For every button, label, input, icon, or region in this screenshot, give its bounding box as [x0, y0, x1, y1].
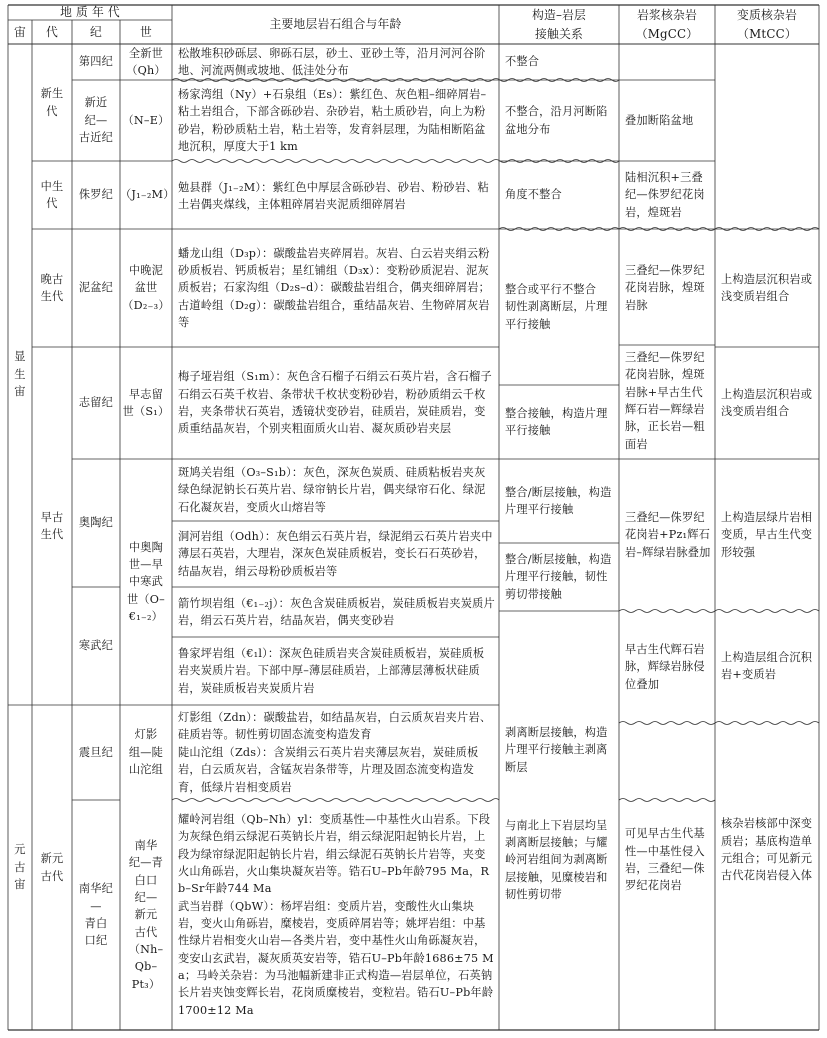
strata-devonian: 蟠龙山组（D₃p）：碳酸盐岩夹碎屑岩。灰岩、白云岩夹绢云粉砂质板岩、钙质板岩；星红铺组（D₃x）：变粉砂质泥岩、泥灰质板岩；石家沟组（D₂s–d）：碳酸盐岩组合，偶夹细碎屑岩；古道岭组（D₂g）：碳酸盐岩组合，重结晶灰岩、生物碎屑灰岩等 — [178, 246, 491, 330]
tectonic-neogene: 不整合，沿月河断陷盆地分布 — [505, 105, 608, 136]
header-era: 代 — [46, 24, 58, 39]
period-cambrian: 寒武纪 — [78, 639, 114, 653]
epoch-j1-2: （J₁₋₂M） — [120, 188, 175, 202]
epoch-o-cambrian: 中奥陶 世—早 中寒武 世（O– €₁₋₂） — [127, 540, 165, 624]
period-silurian: 志留纪 — [78, 396, 114, 410]
eon-phanerozoic: 显 生 宙 — [14, 350, 26, 399]
unconformity-wave — [715, 722, 819, 725]
mgcc-devonian: 三叠纪—侏罗纪花岗岩脉，煌斑岩脉 — [625, 263, 705, 312]
epoch-holocene: 全新世 （Qh） — [126, 46, 166, 77]
tectonic-jurassic: 角度不整合 — [505, 188, 562, 202]
period-devonian: 泥盆纪 — [78, 281, 114, 295]
mgcc-silurian: 三叠纪—侏罗纪花岗岩脉，煌斑岩脉+早古生代辉石岩—辉绿岩脉，正长岩—粗面岩 — [625, 351, 705, 451]
mtcc-silurian: 上构造层沉积岩或浅变质岩组合 — [721, 387, 813, 418]
mgcc-neoproterozoic: 可见早古生代基性—中基性侵入岩，三叠纪—侏罗纪花岗岩 — [625, 827, 705, 893]
period-sinian: 震旦纪 — [78, 745, 114, 759]
strata-jurassic: 勉县群（J₁₋₂M）：紫红色中厚层含砾砂岩、砂岩、粉砂岩、粘土岩偶夹煤线，主体粗碎屑岩夹泥质细碎屑岩 — [178, 180, 489, 211]
tectonic-silurian: 整合接触，构造片理平行接触 — [505, 406, 608, 437]
era-early-paleozoic: 早古 生代 — [40, 510, 64, 541]
mgcc-ordovician: 三叠纪—侏罗纪花岗岩+Pz₁辉石岩–辉绿岩脉叠加 — [625, 510, 711, 559]
header-epoch: 世 — [140, 24, 152, 39]
header-eon: 宙 — [14, 24, 26, 39]
epoch-dengying-doushantuo: 灯影 组—陡 山沱组 — [128, 728, 164, 777]
strata-nanhua-qingbaikou: 耀岭河岩组（Qb–Nh）yl：变质基性—中基性火山岩系。下段为灰绿色绢云绿泥石英钠长片岩，绢云绿泥阳起钠长片岩，上段为绿帘绿泥阳起钠长片岩，绢云绿泥石英钠长片岩等，夹变火山角砾岩，火山集块凝灰岩等。锆石U–Pb年龄795 Ma，Rb–Sr年龄744 Ma 武当岩群（QbW）：杨坪岩组：变质片岩，变酸性火山集块岩，变火山角砾岩，糜棱岩，变质碎屑岩等；姚坪岩组：中基性绿片岩相变火山岩—各类片岩，变中基性火山角砾凝灰岩，变安山玄武岩，凝灰质英安岩等，锆石U–Pb年龄1686±75 Ma；马岭关杂岩：为马池幅新建非正式构造—岩层单位，石英钠长片岩夹蚀变辉长岩，花岗质糜棱岩，变粒岩。锆石U–Pb年龄1700±12 Ma — [178, 812, 494, 1017]
header-mtcc: 变质核杂岩 （MtCC） — [737, 8, 797, 41]
strata-cambrian-1: 箭竹坝岩组（€₁₋₂j）：灰色含炭硅质板岩，炭硅质板岩夹炭质片岩，绢云石英片岩，结晶灰岩，偶夹变砂岩 — [178, 596, 495, 627]
tectonic-nanhua: 与南北上下岩层均呈剥离断层接触；与耀岭河岩组间为剥离断层接触，见糜棱岩和韧性剪切带 — [505, 818, 608, 902]
mtcc-cambrian: 上构造层组合沉积岩+变质岩 — [721, 650, 813, 681]
mgcc-cambrian: 早古生代辉石岩脉，辉绿岩脉侵位叠加 — [625, 642, 705, 691]
strata-silurian: 梅子垭岩组（S₁m）：灰色含石榴子石绢云石英片岩，含石榴子石绢云石英千枚岩、条带状千枚状变粉砂岩，粉砂质绢云千枚岩，夹条带状石英岩，透镜状变砂岩，硅质岩，炭硅质岩，变质重结晶灰岩，个别夹粗面质火山岩、凝灰质砂岩夹层 — [178, 370, 492, 436]
epoch-s1: 早志留 世（S₁） — [122, 387, 170, 418]
strata-ordovician-1: 斑鸠关岩组（O₃–S₁b）：灰色，深灰色炭质、硅质粘板岩夹灰绿色绿泥钠长石英片岩、绿帘钠长片岩，偶夹绿帘石化、绿泥石化凝灰岩，变质火山熔岩等 — [178, 465, 486, 514]
strata-quaternary: 松散堆积砂砾层、卵砾石层，砂土、亚砂土等，沿月河河谷阶地、河流两侧或坡地、低洼处分布 — [178, 46, 486, 77]
mgcc-jurassic: 陆相沉积+三叠纪—侏罗纪花岗岩，煌斑岩 — [625, 170, 705, 219]
tectonic-quaternary: 不整合 — [505, 55, 540, 69]
header-period: 纪 — [90, 24, 102, 39]
strata-neogene: 杨家湾组（Ny）+石泉组（Es）：紫红色、灰色粗–细碎屑岩–粘土岩组合，下部含砾砂岩、杂砂岩，粘土质砂岩，向上为粉砂岩，粉砂质粘土岩，粘土岩等，发育斜层理，为陆相断陷盆地沉积，厚度大于1 km — [178, 87, 487, 153]
period-quaternary: 第四纪 — [78, 55, 114, 69]
header-mgcc: 岩浆核杂岩 （MgCC） — [635, 8, 699, 41]
epoch-d2-3: 中晚泥 盆世 （D₂₋₃） — [122, 263, 170, 312]
header-geologic-time: 地 质 年 代 — [60, 5, 120, 20]
eon-proterozoic: 元 古 宙 — [14, 843, 26, 892]
period-nanhua: 南华纪 — 青白 口纪 — [78, 882, 114, 948]
mgcc-neogene: 叠加断陷盆地 — [625, 113, 694, 127]
tectonic-ordovician-2: 整合/断层接触，构造片理平行接触，韧性剪切带接触 — [505, 552, 612, 601]
era-mesozoic: 中生 代 — [40, 179, 64, 210]
epoch-n-e: （N–E） — [122, 113, 170, 127]
era-late-paleozoic: 晚古 生代 — [40, 272, 64, 303]
period-ordovician: 奥陶纪 — [78, 516, 114, 530]
mtcc-neoproterozoic: 核杂岩核部中深变质岩；基底构造单元组合；可见新元古代花岗岩侵入体 — [721, 817, 813, 883]
header-strata: 主要地层岩石组合与年龄 — [269, 17, 402, 32]
strata-ordovician-2: 洞河岩组（Odh）：灰色绢云石英片岩，绿泥绢云石英片岩夹中薄层石英岩，大理岩，深灰色炭硅质板岩，变长石石英砂岩，结晶灰岩，绢云母粉砂质板岩等 — [178, 529, 493, 578]
era-neoproterozoic: 新元 古代 — [40, 852, 64, 883]
mtcc-devonian: 上构造层沉积岩或浅变质岩组合 — [721, 272, 813, 303]
epoch-nh-qb-pt3: 南华 纪—青 白口 纪— 新元 古代 （Nh– Qb– Pt₃） — [128, 838, 164, 991]
header-tectonic: 构造–岩层 接触关系 — [531, 8, 587, 41]
mtcc-ordovician: 上构造层绿片岩相变质，早古生代变形较强 — [721, 510, 813, 559]
tectonic-sinian: 剥离断层接触，构造片理平行接触主剥离断层 — [505, 725, 608, 774]
period-jurassic: 侏罗纪 — [78, 188, 114, 202]
tectonic-devonian-silurian: 整合或平行不整合 韧性剥离断层，片理平行接触 — [505, 282, 608, 331]
era-cenozoic: 新生 代 — [40, 87, 64, 118]
strata-cambrian-2: 鲁家坪岩组（€₁l）：深灰色硅质岩夹含炭硅质板岩，炭硅质板岩夹炭质片岩。下部中厚–薄层硅质岩，上部薄层薄板状硅质岩，炭硅质板岩夹炭质片岩 — [178, 646, 485, 695]
tectonic-ordovician-1: 整合/断层接触，构造片理平行接触 — [505, 485, 612, 516]
period-neogene: 新近 纪— 古近纪 — [78, 96, 114, 145]
strata-sinian: 灯影组（Zdn）：碳酸盐岩，如结晶灰岩，白云质灰岩夹片岩、硅质岩等。韧性剪切固态流变构造发育 陡山沱组（Zds）：含炭绢云石英片岩夹薄层灰岩，炭硅质板岩，白云质灰岩，含锰灰岩条带等，片理及固态流变构造发育，低绿片岩相变质岩 — [178, 711, 492, 794]
